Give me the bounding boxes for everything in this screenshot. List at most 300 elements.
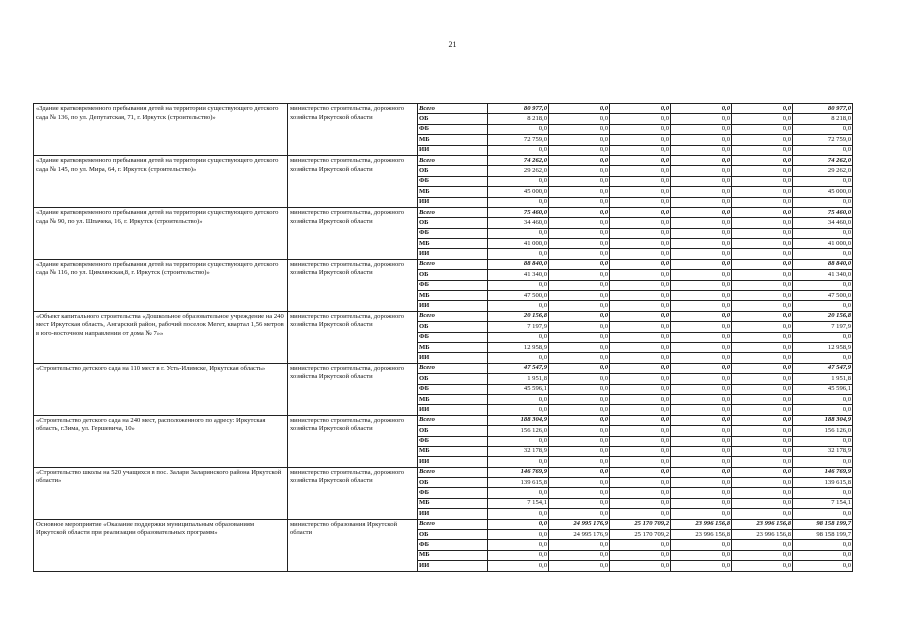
amount-cell: 0,0 [610,114,671,124]
amount-cell: 0,0 [610,415,671,425]
amount-cell: 0,0 [732,197,793,207]
amount-cell: 0,0 [793,249,853,259]
amount-cell: 47 500,0 [793,291,853,301]
amount-cell: 0,0 [671,187,732,197]
amount-cell: 72 759,0 [793,135,853,145]
amount-cell: 0,0 [732,467,793,477]
amount-cell: 80 977,0 [488,104,549,114]
amount-cell: 25 170 709,2 [610,519,671,529]
amount-cell: 98 158 199,7 [793,519,853,529]
amount-cell: 156 126,0 [488,426,549,436]
amount-cell: 24 995 176,9 [549,519,610,529]
funding-source: ФБ [418,332,488,342]
activity-name: «Строительство детского сада на 240 мест, расположенного по адресу: Иркутская область, г.Зима, ул. Гершевича, 10» [34,415,288,467]
amount-cell: 0,0 [732,498,793,508]
amount-cell: 0,0 [488,405,549,415]
amount-cell: 0,0 [488,145,549,155]
amount-cell: 0,0 [549,436,610,446]
amount-cell: 0,0 [732,405,793,415]
amount-cell: 47 547,9 [793,363,853,373]
amount-cell: 23 996 156,8 [732,519,793,529]
funding-source: Всего [418,259,488,269]
amount-cell: 0,0 [488,353,549,363]
amount-cell: 7 154,1 [793,498,853,508]
amount-cell: 0,0 [732,488,793,498]
amount-cell: 0,0 [610,166,671,176]
amount-cell: 139 615,8 [488,478,549,488]
amount-cell: 0,0 [549,135,610,145]
amount-cell: 75 460,0 [793,207,853,217]
funding-table [33,103,853,572]
amount-cell: 0,0 [732,332,793,342]
amount-cell: 146 769,9 [793,467,853,477]
amount-cell: 0,0 [671,280,732,290]
amount-cell: 0,0 [793,280,853,290]
amount-cell: 1 951,8 [488,374,549,384]
funding-source: ФБ [418,228,488,238]
amount-cell: 7 197,9 [488,322,549,332]
funding-source: Всего [418,363,488,373]
amount-cell: 0,0 [793,436,853,446]
amount-cell: 8 218,0 [793,114,853,124]
amount-cell: 45 000,0 [793,187,853,197]
amount-cell: 0,0 [610,249,671,259]
amount-cell: 0,0 [549,322,610,332]
activity-name: «Здание кратковременного пребывания детей на территории существующего детского сада № 145, по ул. Мира, 64, г. Иркутск (строительство)» [34,155,288,207]
executor: министерство строительства, дорожного хозяйства Иркутской области [288,363,418,415]
page-number: 21 [448,40,457,49]
funding-source: ОБ [418,270,488,280]
amount-cell: 72 759,0 [488,135,549,145]
amount-cell: 0,0 [793,457,853,467]
amount-cell: 0,0 [549,311,610,321]
table-row [34,363,853,373]
amount-cell: 146 769,9 [488,467,549,477]
amount-cell: 0,0 [549,270,610,280]
amount-cell: 0,0 [671,218,732,228]
amount-cell: 0,0 [610,228,671,238]
amount-cell: 0,0 [549,228,610,238]
amount-cell: 0,0 [732,363,793,373]
amount-cell: 0,0 [610,311,671,321]
amount-cell: 20 156,8 [488,311,549,321]
amount-cell: 0,0 [549,509,610,519]
amount-cell: 0,0 [671,332,732,342]
funding-source: МБ [418,187,488,197]
amount-cell: 0,0 [488,488,549,498]
funding-source: ОБ [418,426,488,436]
amount-cell: 0,0 [671,415,732,425]
amount-cell: 0,0 [671,239,732,249]
amount-cell: 7 154,1 [488,498,549,508]
amount-cell: 0,0 [488,519,549,529]
amount-cell: 0,0 [610,550,671,560]
amount-cell: 0,0 [549,540,610,550]
amount-cell: 0,0 [549,498,610,508]
amount-cell: 0,0 [610,384,671,394]
amount-cell: 0,0 [671,166,732,176]
amount-cell: 0,0 [732,550,793,560]
activity-name: «Строительство детского сада на 110 мест в г. Усть-Илимске, Иркутская область» [34,363,288,415]
activity-name: Основное мероприятие «Оказание поддержки муниципальным образованиям Иркутской области при реализации образовательных программ» [34,519,288,571]
amount-cell: 0,0 [732,166,793,176]
funding-source: ОБ [418,374,488,384]
amount-cell: 0,0 [732,249,793,259]
table-row [34,467,853,477]
amount-cell: 0,0 [549,197,610,207]
amount-cell: 0,0 [549,239,610,249]
amount-cell: 188 304,9 [793,415,853,425]
amount-cell: 0,0 [671,488,732,498]
amount-cell: 0,0 [732,457,793,467]
funding-source: МБ [418,342,488,352]
amount-cell: 24 995 176,9 [549,530,610,540]
activity-name: «Здание кратковременного пребывания детей на территории существующего детского сада № 136, по ул. Депутатская, 71, г. Иркутск (строительство)» [34,104,288,156]
funding-source: ОБ [418,114,488,124]
amount-cell: 0,0 [732,218,793,228]
funding-source: ИИ [418,145,488,155]
funding-source: Всего [418,467,488,477]
amount-cell: 88 840,0 [488,259,549,269]
amount-cell: 7 197,9 [793,322,853,332]
amount-cell: 0,0 [732,426,793,436]
amount-cell: 0,0 [488,540,549,550]
amount-cell: 47 500,0 [488,291,549,301]
amount-cell: 0,0 [549,394,610,404]
table-row [34,415,853,425]
amount-cell: 45 596,1 [488,384,549,394]
amount-cell: 0,0 [793,176,853,186]
activity-name: «Объект капитального строительства «Дошкольное образовательное учреждение на 240 мест Иркутская область, Ангарский район, рабочий поселок Мегет, квартал 1,56 метров в юго-восточном направлении от дома № 7»» [34,311,288,363]
table-row [34,519,853,529]
amount-cell: 0,0 [549,176,610,186]
amount-cell: 0,0 [549,488,610,498]
amount-cell: 0,0 [732,311,793,321]
amount-cell: 0,0 [610,104,671,114]
funding-source: ИИ [418,405,488,415]
amount-cell: 0,0 [671,124,732,134]
amount-cell: 0,0 [610,259,671,269]
amount-cell: 0,0 [488,436,549,446]
executor: министерство строительства, дорожного хозяйства Иркутской области [288,259,418,311]
amount-cell: 45 596,1 [793,384,853,394]
amount-cell: 139 615,8 [793,478,853,488]
funding-source: Всего [418,415,488,425]
amount-cell: 12 958,9 [488,342,549,352]
amount-cell: 0,0 [732,176,793,186]
amount-cell: 0,0 [793,394,853,404]
amount-cell: 0,0 [671,446,732,456]
funding-source: МБ [418,550,488,560]
amount-cell: 25 170 709,2 [610,530,671,540]
amount-cell: 0,0 [549,249,610,259]
amount-cell: 32 178,9 [793,446,853,456]
amount-cell: 41 340,0 [488,270,549,280]
amount-cell: 34 460,0 [488,218,549,228]
amount-cell: 29 262,0 [793,166,853,176]
amount-cell: 0,0 [549,145,610,155]
amount-cell: 0,0 [732,114,793,124]
amount-cell: 29 262,0 [488,166,549,176]
amount-cell: 0,0 [732,415,793,425]
amount-cell: 0,0 [549,301,610,311]
amount-cell: 0,0 [488,280,549,290]
amount-cell: 0,0 [793,124,853,134]
funding-source: ФБ [418,540,488,550]
amount-cell: 0,0 [610,124,671,134]
amount-cell: 0,0 [549,353,610,363]
amount-cell: 0,0 [793,353,853,363]
amount-cell: 0,0 [671,176,732,186]
amount-cell: 0,0 [732,322,793,332]
amount-cell: 156 126,0 [793,426,853,436]
amount-cell: 0,0 [671,384,732,394]
amount-cell: 0,0 [610,218,671,228]
amount-cell: 0,0 [610,301,671,311]
amount-cell: 80 977,0 [793,104,853,114]
amount-cell: 20 156,8 [793,311,853,321]
amount-cell: 0,0 [549,259,610,269]
amount-cell: 0,0 [549,218,610,228]
amount-cell: 0,0 [488,176,549,186]
funding-source: ФБ [418,176,488,186]
amount-cell: 0,0 [488,457,549,467]
funding-source: ФБ [418,384,488,394]
amount-cell: 0,0 [732,291,793,301]
funding-source: ФБ [418,436,488,446]
amount-cell: 0,0 [549,550,610,560]
amount-cell: 0,0 [610,353,671,363]
amount-cell: 0,0 [671,155,732,165]
activity-name: «Здание кратковременного пребывания детей на территории существующего детского сада № 90, по ул. Шпачека, 16, г. Иркутск (строительство)» [34,207,288,259]
amount-cell: 0,0 [732,374,793,384]
amount-cell: 0,0 [732,509,793,519]
amount-cell: 0,0 [610,405,671,415]
amount-cell: 0,0 [671,135,732,145]
amount-cell: 0,0 [732,446,793,456]
amount-cell: 0,0 [671,353,732,363]
amount-cell: 0,0 [610,332,671,342]
amount-cell: 0,0 [610,155,671,165]
amount-cell: 0,0 [549,187,610,197]
amount-cell: 0,0 [671,436,732,446]
amount-cell: 0,0 [488,249,549,259]
funding-source: ОБ [418,478,488,488]
amount-cell: 0,0 [671,104,732,114]
amount-cell: 0,0 [610,363,671,373]
amount-cell: 0,0 [671,197,732,207]
amount-cell: 0,0 [793,145,853,155]
executor: министерство строительства, дорожного хозяйства Иркутской области [288,467,418,519]
amount-cell: 0,0 [549,478,610,488]
amount-cell: 0,0 [671,259,732,269]
amount-cell: 34 460,0 [793,218,853,228]
funding-source: Всего [418,155,488,165]
amount-cell: 0,0 [549,332,610,342]
amount-cell: 0,0 [549,446,610,456]
amount-cell: 45 000,0 [488,187,549,197]
amount-cell: 0,0 [732,384,793,394]
table-row [34,207,853,217]
executor: министерство строительства, дорожного хозяйства Иркутской области [288,207,418,259]
amount-cell: 188 304,9 [488,415,549,425]
amount-cell: 0,0 [671,228,732,238]
amount-cell: 0,0 [610,498,671,508]
amount-cell: 0,0 [671,426,732,436]
executor: министерство строительства, дорожного хозяйства Иркутской области [288,311,418,363]
amount-cell: 41 340,0 [793,270,853,280]
amount-cell: 0,0 [671,342,732,352]
amount-cell: 0,0 [732,104,793,114]
funding-source: ИИ [418,249,488,259]
amount-cell: 47 547,9 [488,363,549,373]
funding-source: ОБ [418,530,488,540]
amount-cell: 0,0 [671,509,732,519]
amount-cell: 0,0 [732,187,793,197]
amount-cell: 0,0 [732,394,793,404]
funding-source: ИИ [418,353,488,363]
amount-cell: 0,0 [732,436,793,446]
funding-source: ИИ [418,197,488,207]
amount-cell: 0,0 [793,540,853,550]
amount-cell: 0,0 [549,207,610,217]
amount-cell: 0,0 [671,207,732,217]
amount-cell: 0,0 [671,457,732,467]
amount-cell: 0,0 [549,561,610,571]
amount-cell: 0,0 [671,374,732,384]
funding-source: МБ [418,291,488,301]
amount-cell: 0,0 [793,405,853,415]
amount-cell: 0,0 [610,322,671,332]
amount-cell: 23 996 156,8 [671,519,732,529]
amount-cell: 0,0 [793,197,853,207]
amount-cell: 75 460,0 [488,207,549,217]
amount-cell: 0,0 [671,311,732,321]
amount-cell: 0,0 [610,426,671,436]
executor: министерство строительства, дорожного хозяйства Иркутской области [288,104,418,156]
amount-cell: 0,0 [549,415,610,425]
amount-cell: 0,0 [732,259,793,269]
amount-cell: 0,0 [610,488,671,498]
amount-cell: 0,0 [732,155,793,165]
activity-name: «Строительство школы на 520 учащихся в пос. Залари Заларинского района Иркутской области» [34,467,288,519]
amount-cell: 0,0 [671,550,732,560]
amount-cell: 0,0 [549,104,610,114]
amount-cell: 0,0 [549,363,610,373]
amount-cell: 0,0 [610,145,671,155]
funding-source: Всего [418,104,488,114]
amount-cell: 0,0 [610,176,671,186]
amount-cell: 0,0 [488,561,549,571]
amount-cell: 0,0 [610,436,671,446]
amount-cell: 0,0 [488,228,549,238]
funding-source: ОБ [418,166,488,176]
amount-cell: 0,0 [610,135,671,145]
amount-cell: 0,0 [549,467,610,477]
funding-source: ФБ [418,488,488,498]
amount-cell: 0,0 [671,249,732,259]
amount-cell: 0,0 [549,384,610,394]
funding-source: ОБ [418,218,488,228]
funding-source: МБ [418,498,488,508]
amount-cell: 41 000,0 [488,239,549,249]
table-row [34,155,853,165]
amount-cell: 0,0 [671,363,732,373]
funding-source: ФБ [418,280,488,290]
amount-cell: 0,0 [732,478,793,488]
amount-cell: 0,0 [732,342,793,352]
amount-cell: 0,0 [488,394,549,404]
amount-cell: 0,0 [549,457,610,467]
amount-cell: 0,0 [610,540,671,550]
amount-cell: 41 000,0 [793,239,853,249]
amount-cell: 0,0 [549,114,610,124]
amount-cell: 0,0 [549,342,610,352]
amount-cell: 0,0 [488,301,549,311]
funding-source: МБ [418,239,488,249]
amount-cell: 0,0 [732,561,793,571]
funding-source: ОБ [418,322,488,332]
funding-source: ИИ [418,457,488,467]
funding-source: ИИ [418,301,488,311]
amount-cell: 0,0 [671,498,732,508]
amount-cell: 0,0 [610,239,671,249]
amount-cell: 0,0 [671,322,732,332]
amount-cell: 0,0 [793,561,853,571]
amount-cell: 0,0 [793,301,853,311]
amount-cell: 0,0 [671,291,732,301]
amount-cell: 0,0 [549,155,610,165]
amount-cell: 0,0 [732,301,793,311]
amount-cell: 0,0 [549,280,610,290]
amount-cell: 0,0 [549,426,610,436]
amount-cell: 0,0 [488,197,549,207]
funding-source: МБ [418,135,488,145]
funding-source: ИИ [418,561,488,571]
amount-cell: 32 178,9 [488,446,549,456]
amount-cell: 0,0 [732,239,793,249]
amount-cell: 0,0 [610,197,671,207]
amount-cell: 0,0 [488,509,549,519]
amount-cell: 0,0 [671,540,732,550]
activity-name: «Здание кратковременного пребывания детей на территории существующего детского сада № 116, по ул. Цимлянская,8, г. Иркутск (строительство)» [34,259,288,311]
amount-cell: 0,0 [549,166,610,176]
amount-cell: 0,0 [610,446,671,456]
amount-cell: 0,0 [671,145,732,155]
amount-cell: 0,0 [793,488,853,498]
amount-cell: 0,0 [732,228,793,238]
amount-cell: 0,0 [549,124,610,134]
amount-cell: 0,0 [610,342,671,352]
funding-source: МБ [418,394,488,404]
table-row [34,259,853,269]
amount-cell: 0,0 [732,280,793,290]
amount-cell: 0,0 [488,124,549,134]
amount-cell: 0,0 [610,291,671,301]
executor: министерство строительства, дорожного хозяйства Иркутской области [288,155,418,207]
amount-cell: 0,0 [610,270,671,280]
amount-cell: 0,0 [549,291,610,301]
amount-cell: 0,0 [732,145,793,155]
amount-cell: 0,0 [793,228,853,238]
executor: министерство образования Иркутской области [288,519,418,571]
amount-cell: 23 996 156,8 [732,530,793,540]
funding-source: ИИ [418,509,488,519]
amount-cell: 0,0 [610,478,671,488]
executor: министерство строительства, дорожного хозяйства Иркутской области [288,415,418,467]
amount-cell: 0,0 [732,135,793,145]
amount-cell: 0,0 [610,187,671,197]
